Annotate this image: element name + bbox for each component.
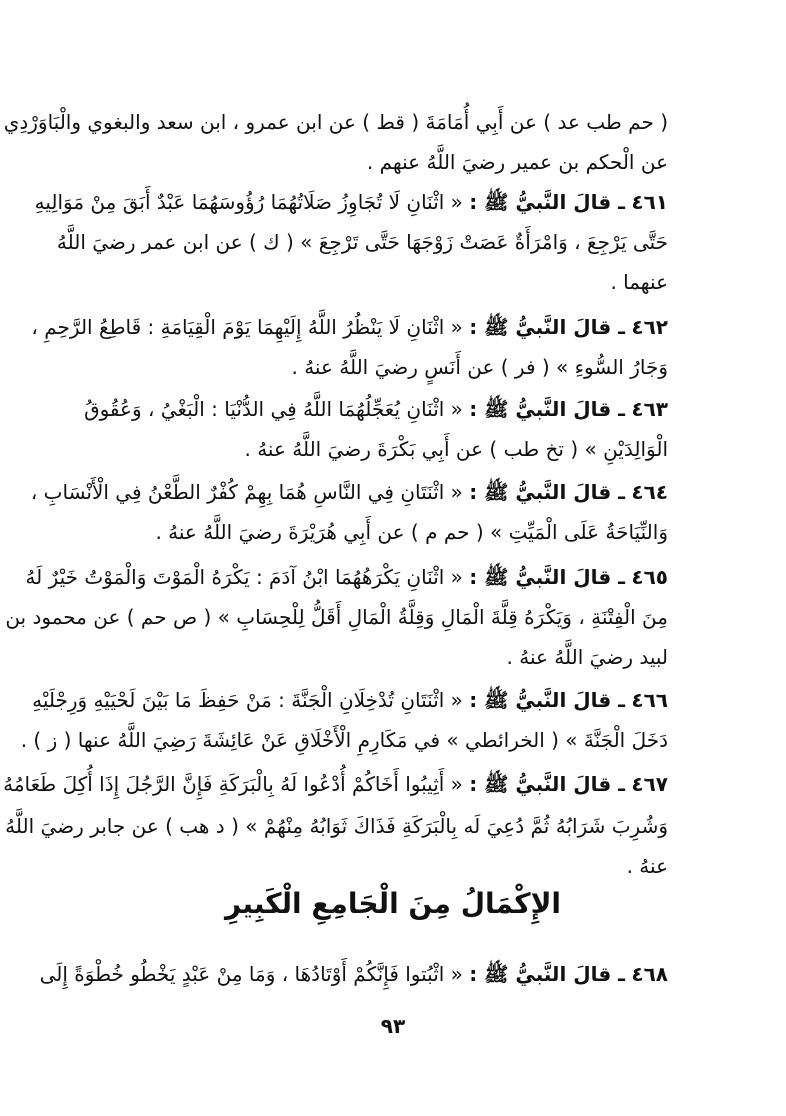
hadith-467-line-3: عنهُ .	[626, 854, 668, 878]
hadith-prefix: ـ قالَ النَّبيُّ ﷺ :	[469, 190, 626, 214]
hadith-468-line-1	[39, 960, 668, 988]
hadith-number: ٤٦٢	[631, 315, 668, 339]
hadith-text: « اثْنَانِ يُعَجِّلُهُمَا اللَّهُ فِي الدُّنْيَا : الْبَغْيُ ، وَعُقُوقُ	[84, 397, 463, 421]
hadith-466-line-2: دَخَلَ الْجَنَّةَ » ( الخرائطي » في مَكَارِمِ الْأَخْلَاقِ عَنْ عَائِشَةَ رَضِيَ اللَّهُ عنها ( ز ) .	[20, 728, 668, 752]
hadith-463-line-1	[84, 395, 668, 423]
hadith-461-line-3: عنهما .	[610, 270, 668, 294]
hadith-number: ٤٦٤	[631, 480, 668, 504]
hadith-text: « اثْبُتوا فَإِنَّكُمْ أَوْتَادُهَا ، وَمَا مِنْ عَبْدٍ يَخْطُو خُطْوَةً إِلَى	[39, 962, 463, 986]
hadith-462-line-1	[31, 313, 668, 341]
hadith-467-line-2: وَشُرِبَ شَرَابُهُ ثُمَّ دُعِيَ لَه بِالْبَرَكَةِ فَذَاكَ ثَوَابُهُ مِنْهُمْ » ( د هب ) عن جابر رضيَ اللَّهُ	[5, 814, 668, 838]
hadith-466-line-1	[32, 686, 668, 714]
hadith-number: ٤٦٨	[631, 962, 668, 986]
hadith-prefix: ـ قالَ النَّبيُّ ﷺ :	[469, 772, 626, 796]
hadith-number: ٤٦٣	[631, 397, 668, 421]
hadith-text: « اثْنَانِ لَا يَنْظُرُ اللَّهُ إِلَيْهِمَا يَوْمَ الْقِيَامَةِ : قَاطِعُ الرَّحِمِ ،	[31, 315, 463, 339]
hadith-text: « اثْنَتَانِ تُدْخِلَانِ الْجَنَّةَ : مَنْ حَفِظَ مَا بَيْنَ لَحْيَيْهِ وَرِجْلَيْهِ	[32, 688, 463, 712]
hadith-prefix: ـ قالَ النَّبيُّ ﷺ :	[469, 688, 626, 712]
hadith-number: ٤٦٦	[631, 688, 668, 712]
hadith-text: « اثْنَتَانِ فِي النَّاسِ هُمَا بِهِمْ كُفْرٌ الطَّعْنُ فِي الْأَنْسَابِ ،	[30, 480, 463, 504]
hadith-prefix: ـ قالَ النَّبيُّ ﷺ :	[469, 397, 626, 421]
hadith-number: ٤٦١	[631, 190, 668, 214]
hadith-prefix: ـ قالَ النَّبيُّ ﷺ :	[469, 315, 626, 339]
hadith-465-line-2: مِنَ الْفِتْنَةِ ، وَيَكْرَهُ قِلَّةَ الْمَالِ وَقِلَّةُ الْمَالِ أَقَلُّ لِلْحِسَابِ » ( ص حم ) عن محمود بن	[5, 605, 668, 629]
hadith-text: « أَثِيبُوا أَخَاكُمْ أُدْعُوا لَهُ بِالْبَرَكَةِ فَإِنَّ الرَّجُلَ إِذَا أُكِلَ طَعَامُهُ	[3, 772, 463, 796]
page-number: ٩٣	[380, 1014, 406, 1038]
hadith-463-line-2: الْوَالِدَيْنِ » ( تخ طب ) عن أَبِي بَكْرَةَ رضيَ اللَّهُ عنهُ .	[244, 437, 668, 461]
hadith-465-line-1	[25, 563, 668, 591]
hadith-467-line-1	[3, 770, 668, 798]
hadith-text: « اثْنَانِ لَا تُجَاوِزُ صَلَاتُهُمَا رُؤُوسَهُمَا عَبْدٌ أَبَقَ مِنْ مَوَالِيهِ	[34, 190, 463, 214]
hadith-text: « اثْنَانِ يَكْرَهُهُمَا ابْنُ آدَمَ : يَكْرَهُ الْمَوْتَ وَالْمَوْتُ خَيْرٌ لَهُ	[25, 565, 463, 589]
hadith-prefix: ـ قالَ النَّبيُّ ﷺ :	[469, 480, 626, 504]
section-heading: الإِكْمَالُ مِنَ الْجَامِعِ الْكَبِيرِ	[224, 887, 562, 920]
hadith-prefix: ـ قالَ النَّبيُّ ﷺ :	[469, 962, 626, 986]
hadith-464-line-2: وَالنِّيَاحَةُ عَلَى الْمَيِّتِ » ( حم م ) عن أَبِي هُرَيْرَةَ رضيَ اللَّهُ عنهُ .	[155, 520, 668, 544]
hadith-465-line-3: لبيد رضيَ اللَّهُ عنهُ .	[506, 645, 668, 669]
hadith-461-line-1	[34, 188, 668, 216]
hadith-number: ٤٦٧	[631, 772, 668, 796]
hadith-462-line-2: وَجَارُ السُّوءِ » ( فر ) عن أَنَسٍ رضيَ اللَّهُ عنهُ .	[291, 355, 668, 379]
hadith-prefix: ـ قالَ النَّبيُّ ﷺ :	[469, 565, 626, 589]
hadith-461-line-2: حَتَّى يَرْجِعَ ، وَامْرَأَةٌ عَصَتْ زَوْجَهَا حَتَّى تَرْجِعَ » ( ك ) عن ابن عمر رضيَ اللَّهُ	[56, 230, 668, 254]
hadith-464-line-1	[30, 478, 668, 506]
hadith-number: ٤٦٥	[631, 565, 668, 589]
intro-line-2: عن الْحكم بن عمير رضيَ اللَّهُ عنهم .	[366, 150, 668, 174]
intro-line-1: ( حم طب عد ) عن أَبِي أُمَامَةَ ( قط ) عن ابن عمرو ، ابن سعد والبغوي والْبَاوَرْدِي	[3, 110, 668, 134]
